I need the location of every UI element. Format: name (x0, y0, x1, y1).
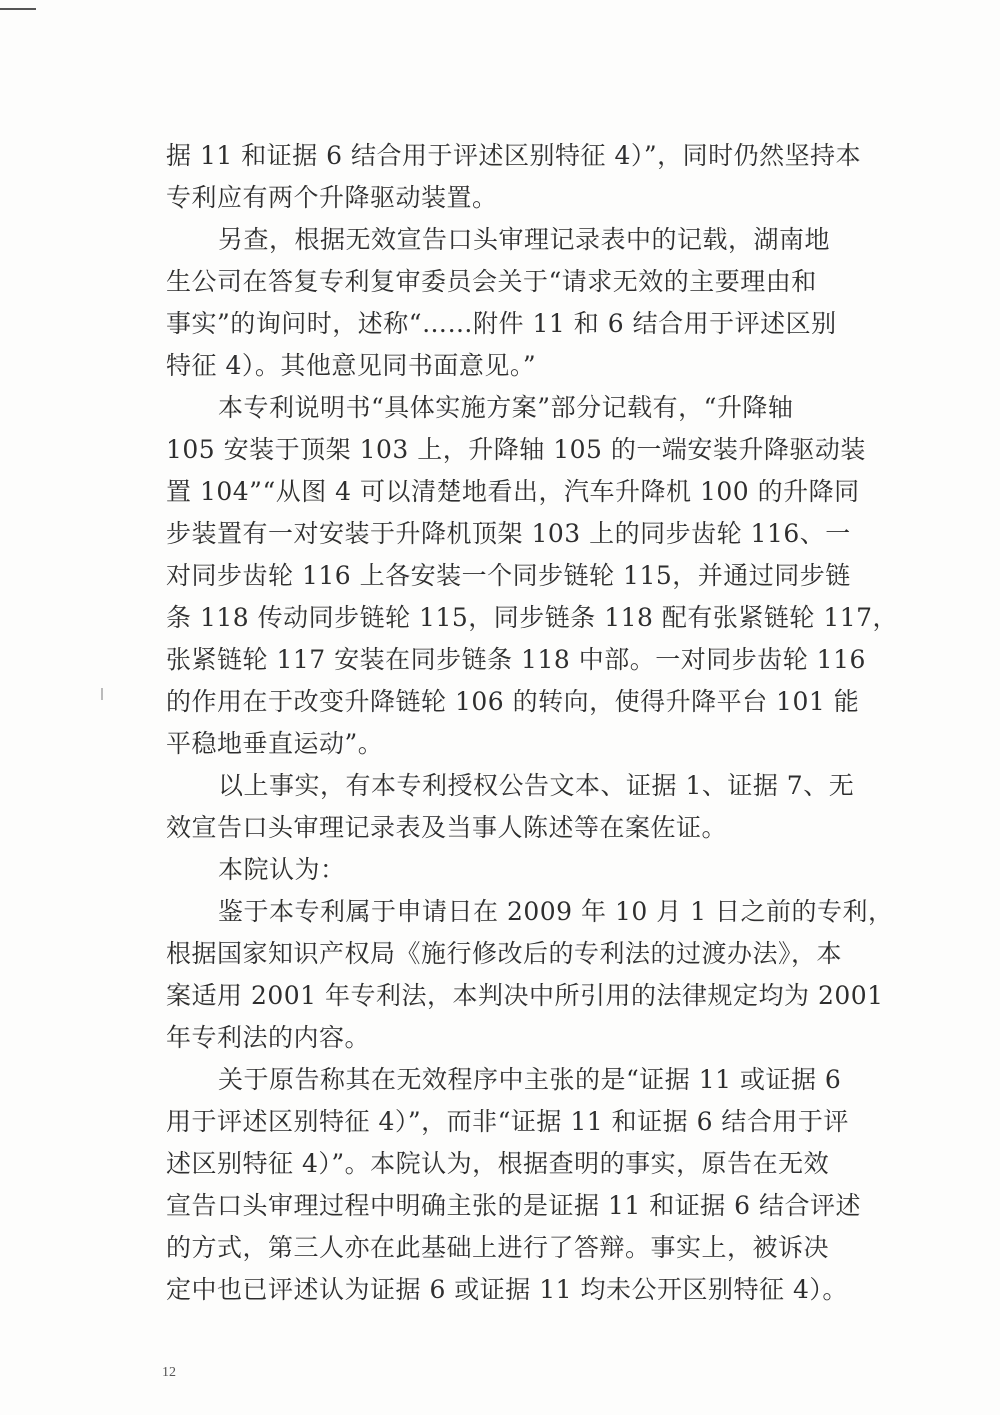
text-line: 年专利法的内容。 (166, 1023, 371, 1052)
text-line: 宣告口头审理过程中明确主张的是证据 11 和证据 6 结合评述 (166, 1191, 862, 1220)
text-line: 105 安装于顶架 103 上，升降轴 105 的一端安装升降驱动装 (166, 435, 866, 464)
text-line: 置 104”“从图 4 可以清楚地看出，汽车升降机 100 的升降同 (166, 477, 860, 506)
scan-corner-mark (0, 8, 36, 10)
paragraph-start-line: 鉴于本专利属于申请日在 2009 年 10 月 1 日之前的专利， (218, 897, 894, 926)
text-line: 对同步齿轮 116 上各安装一个同步链轮 115，并通过同步链 (166, 561, 851, 590)
section-heading: 本院认为： (218, 855, 346, 884)
text-line: 案适用 2001 年专利法，本判决中所引用的法律规定均为 2001 (166, 981, 884, 1010)
text-line: 条 118 传动同步链轮 115，同步链条 118 配有张紧链轮 117， (166, 603, 899, 632)
text-line: 事实”的询问时，述称“……附件 11 和 6 结合用于评述区别 (166, 309, 837, 338)
text-line: 张紧链轮 117 安装在同步链条 118 中部。一对同步齿轮 116 (166, 645, 866, 674)
text-line: 专利应有两个升降驱动装置。 (166, 183, 498, 212)
text-line: 定中也已评述认为证据 6 或证据 11 均未公开区别特征 4）。 (166, 1275, 848, 1304)
text-line: 据 11 和证据 6 结合用于评述区别特征 4）”，同时仍然坚持本 (166, 141, 862, 170)
text-line: 的方式，第三人亦在此基础上进行了答辩。事实上，被诉决 (166, 1233, 830, 1262)
text-line: 生公司在答复专利复审委员会关于“请求无效的主要理由和 (166, 267, 817, 296)
paragraph-start-line: 关于原告称其在无效程序中主张的是“证据 11 或证据 6 (218, 1065, 842, 1094)
text-line: 特征 4）。其他意见同书面意见。” (166, 351, 537, 380)
text-line: 平稳地垂直运动”。 (166, 729, 384, 758)
scan-margin-mark (101, 688, 103, 700)
text-line: 用于评述区别特征 4）”，而非“证据 11 和证据 6 结合用于评 (166, 1107, 849, 1136)
text-line: 的作用在于改变升降链轮 106 的转向，使得升降平台 101 能 (166, 687, 860, 716)
text-line: 步装置有一对安装于升降机顶架 103 上的同步齿轮 116、一 (166, 519, 851, 548)
text-line: 述区别特征 4）”。本院认为，根据查明的事实，原告在无效 (166, 1149, 830, 1178)
paragraph-start-line: 以上事实，有本专利授权公告文本、证据 1、证据 7、无 (218, 771, 855, 800)
paragraph-start-line: 本专利说明书“具体实施方案”部分记载有，“升降轴 (218, 393, 794, 422)
text-line: 根据国家知识产权局《施行修改后的专利法的过渡办法》，本 (166, 939, 843, 968)
page-number: 12 (162, 1365, 176, 1380)
paragraph-start-line: 另查，根据无效宣告口头审理记录表中的记载，湖南地 (218, 225, 831, 254)
text-line: 效宣告口头审理记录表及当事人陈述等在案佐证。 (166, 813, 728, 842)
